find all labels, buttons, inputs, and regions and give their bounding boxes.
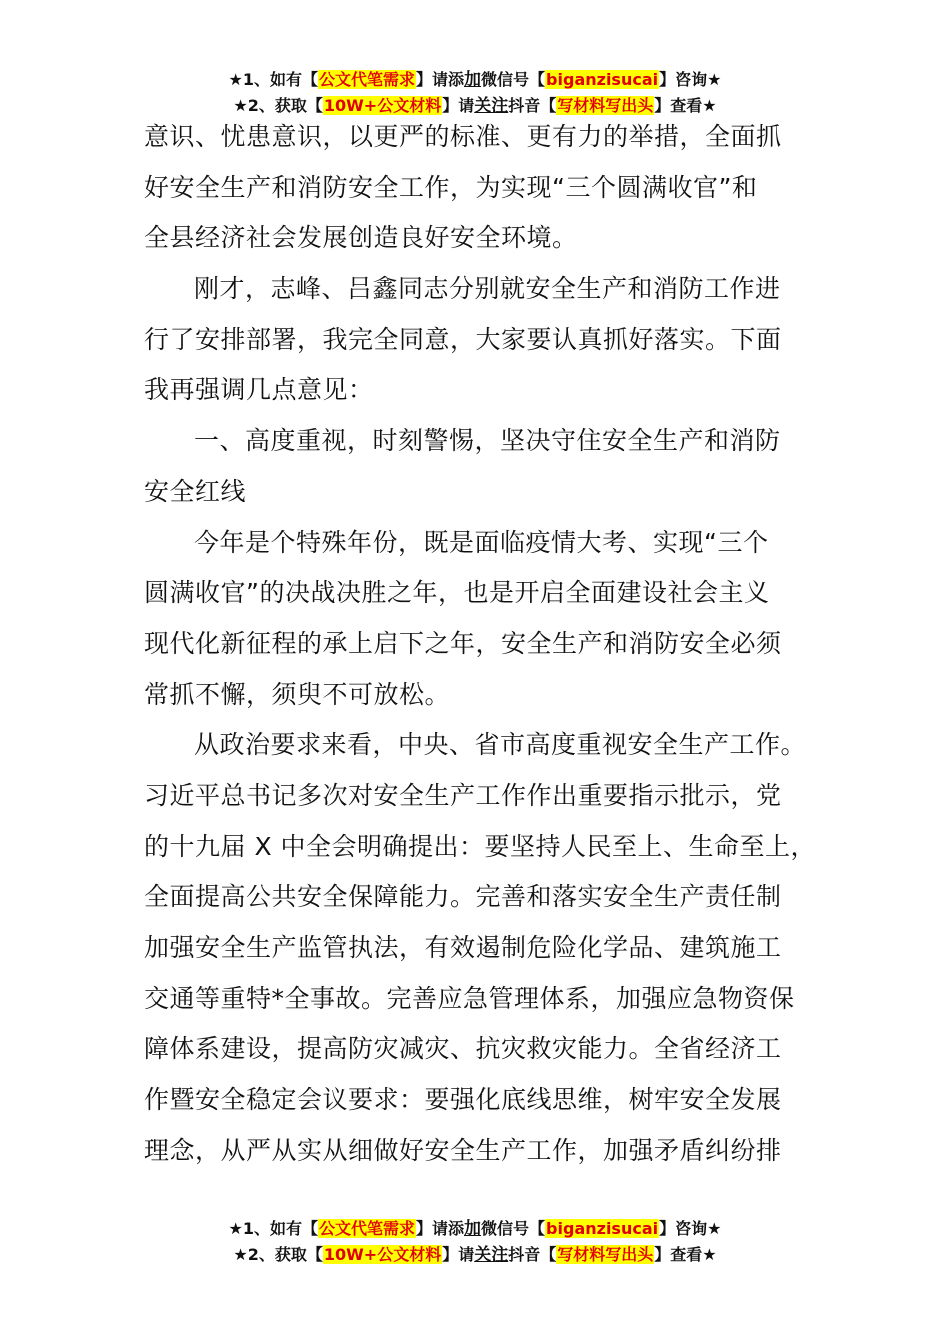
banner-line-1	[0, 67, 950, 93]
banner-highlight: 公文代笔需求	[319, 70, 416, 89]
banner-text: ★1、如有【	[228, 1219, 318, 1238]
body-line: 的十九届 X 中全会明确提出：要坚持人民至上、生命至上，	[144, 831, 817, 861]
section-heading-line: 一、高度重视，时刻警惕，坚决守住安全生产和消防	[194, 426, 781, 456]
banner-line-2	[0, 1242, 950, 1268]
banner-text: 抖音【	[508, 1245, 557, 1264]
document-body	[144, 112, 834, 1176]
body-line: 现代化新征程的承上启下之年，安全生产和消防安全必须	[144, 628, 782, 658]
banner-highlight: 10W+公文材料	[323, 1245, 442, 1264]
banner-text: ★2、获取【	[233, 96, 323, 115]
banner-text: 】请添	[416, 70, 465, 89]
paragraph-start-line: 刚才，志峰、吕鑫同志分别就安全生产和消防工作进	[194, 274, 781, 304]
body-line: 理念，从严从实从细做好安全生产工作，加强矛盾纠纷排	[144, 1135, 782, 1165]
footer-banner	[0, 1216, 950, 1268]
banner-text: 】查看★	[654, 96, 717, 115]
body-line: 加强安全生产监管执法，有效遏制危险化学品、建筑施工	[144, 933, 782, 962]
banner-text: 抖音【	[508, 96, 557, 115]
banner-highlight: 写材料写出头	[557, 1245, 654, 1264]
banner-text: 】咨询★	[659, 70, 722, 89]
banner-line-1	[0, 1216, 950, 1242]
banner-highlight: 写材料写出头	[557, 96, 654, 115]
banner-text: 微信号【	[481, 1219, 546, 1238]
banner-highlight: biganzisucai	[546, 70, 659, 89]
banner-emphasis: 关注	[474, 96, 509, 116]
banner-emphasis: 关注	[474, 1245, 509, 1265]
banner-text: 】请	[442, 96, 475, 115]
banner-highlight: biganzisucai	[546, 1219, 659, 1238]
body-line: 我再强调几点意见：	[144, 375, 374, 405]
body-line: 全面提高公共安全保障能力。完善和落实安全生产责任制	[144, 882, 782, 912]
body-line: 全县经济社会发展创造良好安全环境。	[144, 223, 578, 253]
banner-emphasis: 加	[464, 70, 482, 90]
body-line: 作暨安全稳定会议要求：要强化底线思维，树牢安全发展	[144, 1085, 782, 1115]
body-line: 习近平总书记多次对安全生产工作作出重要指示批示，党	[144, 780, 782, 810]
banner-text: 】请添	[416, 1219, 465, 1238]
banner-text: ★1、如有【	[228, 70, 318, 89]
banner-text: 】咨询★	[659, 1219, 722, 1238]
body-line: 意识、忧患意识，以更严的标准、更有力的举措，全面抓	[144, 122, 782, 151]
banner-text: 】查看★	[654, 1245, 717, 1264]
body-line: 圆满收官”的决战决胜之年，也是开启全面建设社会主义	[144, 578, 770, 608]
paragraph-start-line: 今年是个特殊年份，既是面临疫情大考、实现“三个	[194, 527, 769, 557]
banner-text: ★2、获取【	[233, 1245, 323, 1264]
banner-highlight: 10W+公文材料	[323, 96, 442, 115]
paragraph-start-line: 从政治要求来看，中央、省市高度重视安全生产工作。	[194, 730, 807, 760]
banner-text: 微信号【	[481, 70, 546, 89]
banner-emphasis: 加	[464, 1219, 482, 1239]
body-line: 交通等重特*全事故。完善应急管理体系，加强应急物资保	[144, 983, 795, 1013]
banner-highlight: 公文代笔需求	[319, 1219, 416, 1238]
banner-text: 】请	[442, 1245, 475, 1264]
body-line: 行了安排部署，我完全同意，大家要认真抓好落实。下面	[144, 324, 782, 354]
body-line: 障体系建设，提高防灾减灾、抗灾救灾能力。全省经济工	[144, 1034, 782, 1064]
body-line: 常抓不懈，须臾不可放松。	[144, 679, 451, 709]
body-line: 好安全生产和消防安全工作，为实现“三个圆满收官”和	[144, 172, 758, 202]
section-heading-line: 安全红线	[144, 476, 247, 506]
